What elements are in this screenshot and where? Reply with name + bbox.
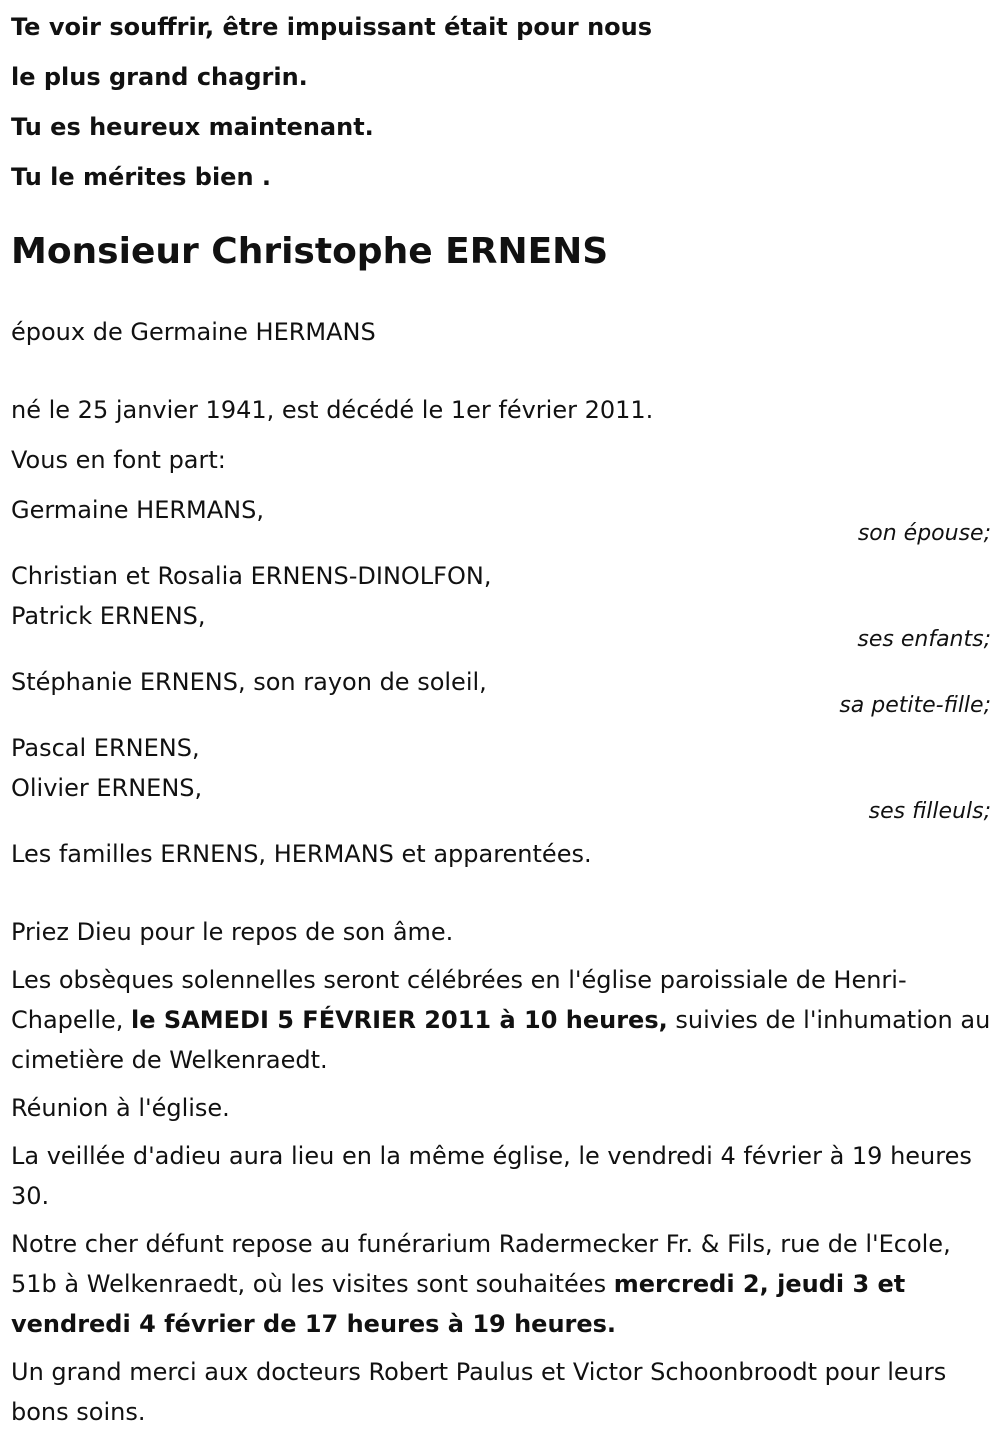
funeral-paragraph <box>11 960 991 1080</box>
vigil-paragraph: La veillée d'adieu aura lieu en la même église, le vendredi 4 février à 19 heures 30. <box>11 1142 972 1210</box>
family-group <box>11 556 991 652</box>
family-name: Olivier ERNENS, <box>11 774 203 802</box>
family-name: Christian et Rosalia ERNENS-DINOLFON, <box>11 562 492 590</box>
funeral-text: Les obsèques solennelles seront célébrées en l'église paroissiale de Henri-Chapelle, <box>11 966 907 1034</box>
family-group <box>11 662 991 718</box>
family-group <box>11 728 991 824</box>
family-group <box>11 490 991 546</box>
birth-death-line: né le 25 janvier 1941, est décédé le 1er février 2011. <box>11 396 654 424</box>
family-name: Germaine HERMANS, <box>11 496 264 524</box>
thanks-paragraph: Un grand merci aux docteurs Robert Paulus et Victor Schoonbroodt pour leurs bons soins. <box>11 1358 947 1426</box>
poem-line: Tu le mérites bien . <box>11 163 272 191</box>
reunion-line: Réunion à l'église. <box>11 1094 230 1122</box>
deceased-name: Monsieur Christophe ERNENS <box>11 231 609 272</box>
family-role: ses enfants; <box>857 627 991 652</box>
family-name: Stéphanie ERNENS, son rayon de soleil, <box>11 668 487 696</box>
poem-line: le plus grand chagrin. <box>11 63 308 91</box>
families-line: Les familles ERNENS, HERMANS et apparentées. <box>11 840 592 868</box>
visits-text: Notre cher défunt repose au funérarium Radermecker Fr. & Fils, rue de l'Ecole, 51b à Welkenraedt, où les visites sont souhaitées <box>11 1230 951 1298</box>
funeral-date: le SAMEDI 5 FÉVRIER 2011 à 10 heures, <box>131 1006 668 1034</box>
poem <box>11 0 991 202</box>
funeral-text-end: suivies de l'inhumation au cimetière de Welkenraedt. <box>11 1006 991 1074</box>
poem-line: Te voir souffrir, être impuissant était pour nous <box>11 13 653 41</box>
family-role: sa petite-fille; <box>839 693 991 718</box>
announce-line: Vous en font part: <box>11 446 226 474</box>
family-name: Pascal ERNENS, <box>11 734 200 762</box>
obituary-page <box>11 0 991 1432</box>
visits-times: mercredi 2, jeudi 3 et vendredi 4 février de 17 heures à 19 heures. <box>11 1270 906 1338</box>
prayer-line: Priez Dieu pour le repos de son âme. <box>11 918 454 946</box>
poem-line: Tu es heureux maintenant. <box>11 113 374 141</box>
family-role: ses filleuls; <box>868 799 991 824</box>
visits-paragraph <box>11 1224 991 1344</box>
family-name: Patrick ERNENS, <box>11 602 206 630</box>
family-role: son épouse; <box>857 521 991 546</box>
spouse-line: époux de Germaine HERMANS <box>11 318 376 346</box>
